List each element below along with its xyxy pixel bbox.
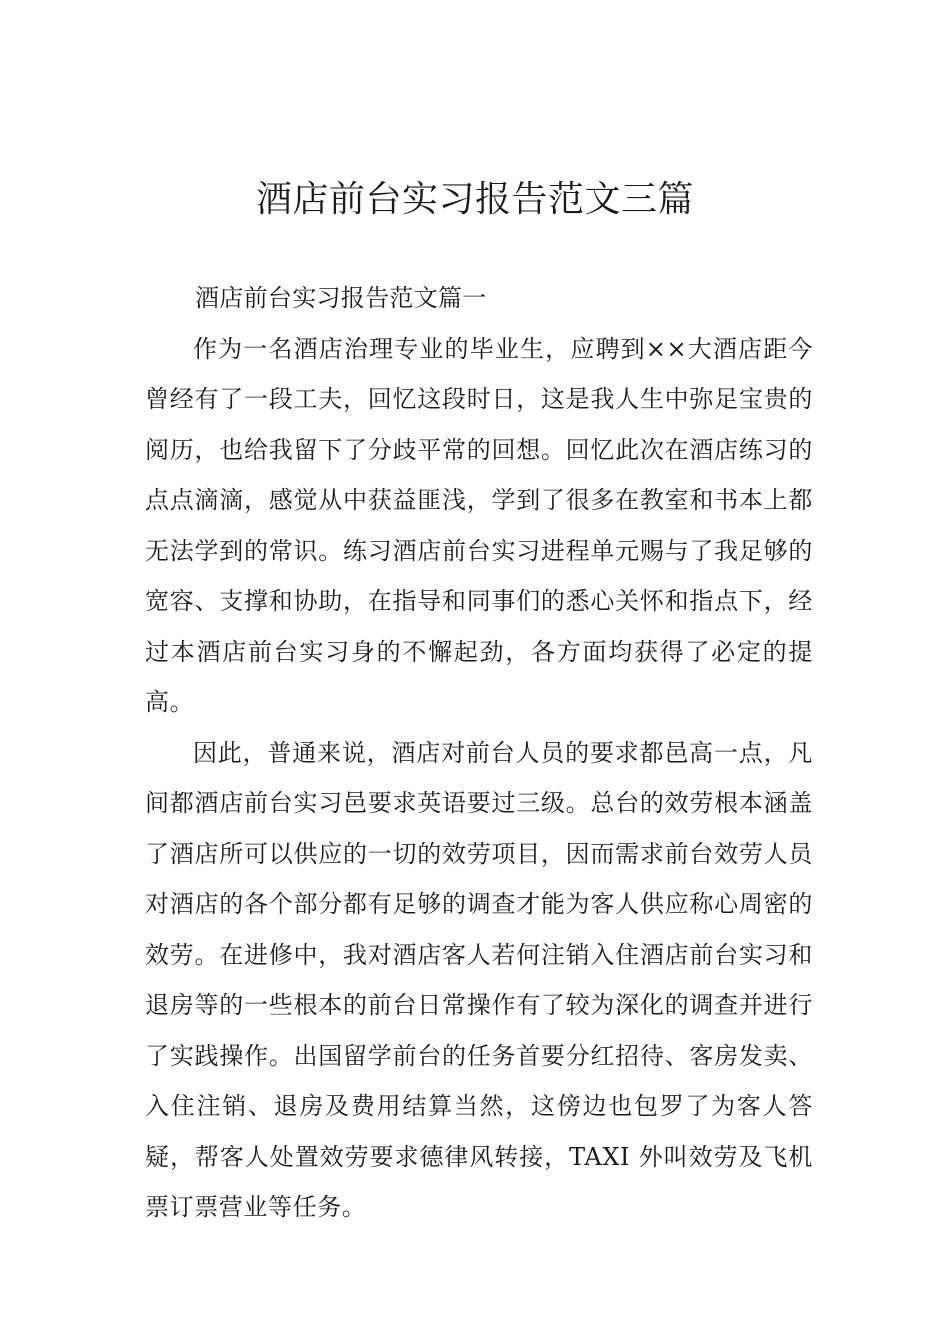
document-body	[145, 273, 813, 1233]
paragraph-1: 作为一名酒店治理专业的毕业生，应聘到××大酒店距今曾经有了一段工夫，回忆这段时日，这是我人生中弥足宝贵的阅历，也给我留下了分歧平常的回想。回忆此次在酒店练习的点点滴滴，感觉从中获益匪浅，学到了很多在教室和书本上都无法学到的常识。练习酒店前台实习进程单元赐与了我足够的宽容、支撑和协助，在指导和同事们的悉心关怀和指点下，经过本酒店前台实习身的不懈起劲，各方面均获得了必定的提高。	[145, 334, 813, 716]
document-title: 酒店前台实习报告范文三篇	[255, 179, 694, 220]
paragraph-2: 因此，普通来说，酒店对前台人员的要求都邑高一点，凡间都酒店前台实习邑要求英语要过三级。总台的效劳根本涵盖了酒店所可以供应的一切的效劳项目，因而需求前台效劳人员对酒店的各个部分都有足够的调查才能为客人供应称心周密的效劳。在进修中，我对酒店客人若何注销入住酒店前台实习和退房等的一些根本的前台日常操作有了较为深化的调查并进行了实践操作。出国留学前台的任务首要分红招待、客房发卖、入住注销、退房及费用结算当然，这傍边也包罗了为客人答疑，帮客人处置效劳要求德律风转接，TAXI 外叫效劳及飞机票订票营业等任务。	[145, 738, 813, 1221]
section-heading: 酒店前台实习报告范文篇一	[195, 284, 487, 312]
